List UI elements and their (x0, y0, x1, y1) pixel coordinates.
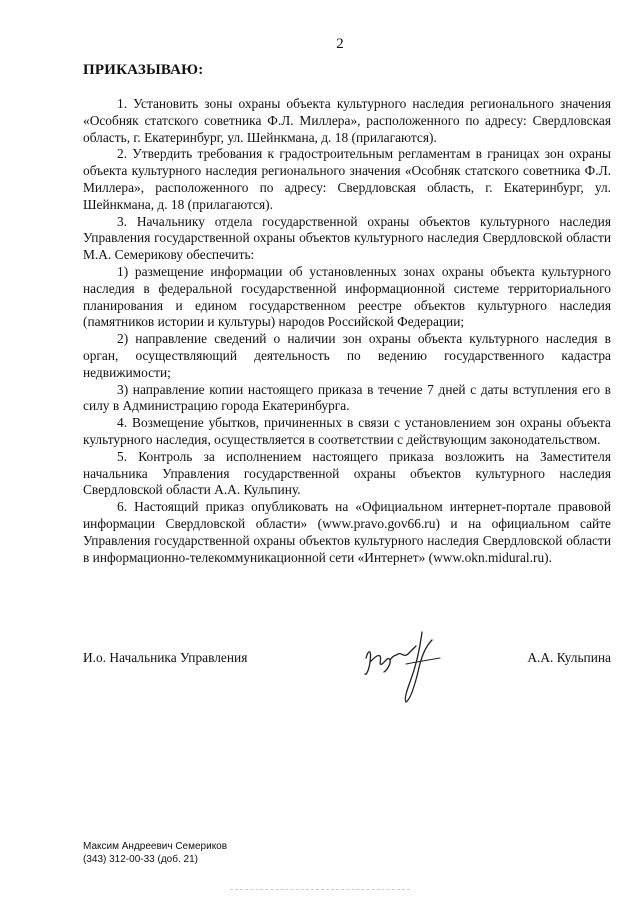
signer-title: И.о. Начальника Управления (83, 650, 248, 665)
paragraph-4: 4. Возмещение убытков, причиненных в связи с установлением зон охраны объекта культурного наследия, осуществляется в соответствии с действующим законодательством. (83, 415, 611, 447)
paragraph-5: 5. Контроль за исполнением настоящего приказа возложить на Заместителя начальника Управления государственной охраны объектов культурного наследия Свердловской области А.А. Кульпину. (83, 448, 611, 498)
signature-row (83, 650, 611, 670)
contact-phone: (343) 312-00-33 (доб. 21) (83, 854, 198, 865)
order-body (83, 96, 611, 566)
paragraph-3: 3. Начальнику отдела государственной охраны объектов культурного наследия Управления государственной охраны объектов культурного наследия Свердловской области М.А. Семерикову обеспечить: (83, 213, 611, 263)
subitem-3-3: 3) направление копии настоящего приказа в течение 7 дней с даты вступления его в силу в Администрацию города Екатеринбурга. (83, 381, 611, 414)
page-number: 2 (336, 36, 344, 52)
subitem-3-1: 1) размещение информации об установленных зонах охраны объекта культурного наследия в федеральной государственной информационной системе территориального планирования и едином государственном реестре объектов культурного наследия (памятников истории и культуры) народов Российской Федерации; (83, 263, 611, 330)
contact-name: Максим Андреевич Семериков (83, 841, 228, 852)
paragraph-1: 1. Установить зоны охраны объекта культурного наследия регионального значения «Особняк статского советника Ф.Л. Миллера», расположенного по адресу: Свердловская область, г. Екатеринбург, ул. Шейнкмана, д. 18 (прилагаются). (83, 96, 611, 145)
handwritten-signature (360, 628, 450, 708)
order-heading: ПРИКАЗЫВАЮ: (83, 62, 204, 78)
signer-name: А.А. Кульпина (527, 650, 611, 665)
paragraph-2: 2. Утвердить требования к градостроительным регламентам в границах зон охраны объекта культурного наследия регионального значения «Особняк статского советника Ф.Л. Миллера», расположенного по адресу: Свердловская область, г. Екатеринбург, ул. Шейнкмана, д. 18 (прилагаются). (83, 146, 611, 212)
footer-rule (230, 889, 410, 890)
subitem-3-2: 2) направление сведений о наличии зон охраны объекта культурного наследия в орган, осуществляющий деятельность по ведению государственного кадастра недвижимости; (83, 331, 611, 380)
contact-info (83, 840, 227, 866)
paragraph-6: 6. Настоящий приказ опубликовать на «Официальном интернет-портале правовой информации Свердловской области» (www.pravo.gov66.ru) и на официальном сайте Управления государственной охраны объектов культурного наследия Свердловской области в информационно-телекоммуникационной сети «Интернет» (www.okn.midural.ru). (83, 499, 611, 565)
